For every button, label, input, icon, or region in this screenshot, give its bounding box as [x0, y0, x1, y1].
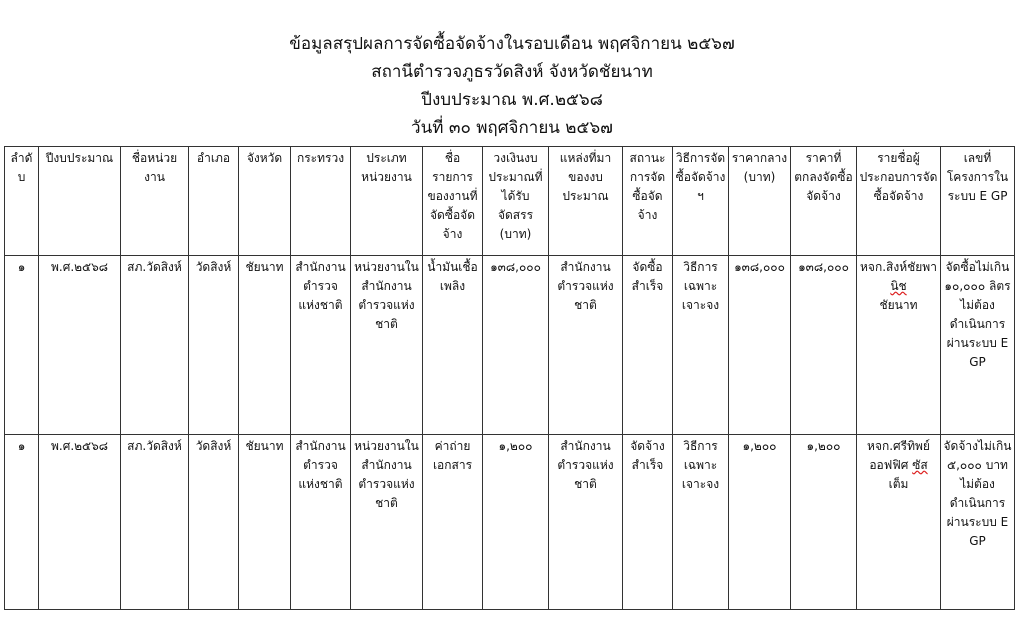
col-header-method: วิธีการจัดซื้อจัดจ้าง ฯ [673, 147, 729, 256]
doc-title: ข้อมูลสรุปผลการจัดซื้อจัดจ้างในรอบเดือน พฤศจิกายน ๒๕๖๗ [289, 34, 735, 54]
procurement-table [4, 146, 1015, 610]
cell-no: ๑ [5, 256, 39, 435]
vendor-name-flagged-part: นิช [890, 279, 907, 293]
col-header-province: จังหวัด [239, 147, 291, 256]
cell-method: วิธีการเฉพาะเจาะจง [673, 256, 729, 435]
cell-egp: จัดซื้อไม่เกิน ๑๐,๐๐๐ ลิตร ไม่ต้องดำเนินการผ่านระบบ E GP [941, 256, 1015, 435]
col-header-vendor: รายชื่อผู้ประกอบการจัดซื้อจัดจ้าง [857, 147, 941, 256]
col-header-agency: ชื่อหน่วยงาน [121, 147, 189, 256]
cell-status: จัดซื้อสำเร็จ [623, 256, 673, 435]
cell-ministry: สำนักงานตำรวจแห่งชาติ [291, 435, 351, 610]
cell-source: สำนักงานตำรวจแห่งชาติ [549, 256, 623, 435]
col-header-no: ลำดับ [5, 147, 39, 256]
fiscal-year: ปีงบประมาณ พ.ศ.๒๕๖๘ [421, 90, 603, 110]
cell-ministry: สำนักงานตำรวจแห่งชาติ [291, 256, 351, 435]
table-row [5, 256, 1015, 435]
cell-vendor [857, 435, 941, 610]
col-header-district: อำเภอ [189, 147, 239, 256]
cell-agency-type: หน่วยงานในสำนักงานตำรวจแห่งชาติ [351, 435, 423, 610]
cell-vendor [857, 256, 941, 435]
report-date: วันที่ ๓๐ พฤศจิกายน ๒๕๖๗ [411, 118, 613, 138]
cell-agency: สภ.วัดสิงห์ [121, 435, 189, 610]
cell-median-price: ๑,๒๐๐ [729, 435, 791, 610]
col-header-agency-type: ประเภทหน่วยงาน [351, 147, 423, 256]
vendor-name-flagged-part: ซัส [912, 458, 928, 472]
cell-no: ๑ [5, 435, 39, 610]
table-header-row [5, 147, 1015, 256]
cell-method: วิธีการเฉพาะเจาะจง [673, 435, 729, 610]
col-header-status: สถานะการจัดซื้อจัดจ้าง [623, 147, 673, 256]
cell-budget: ๑,๒๐๐ [483, 435, 549, 610]
col-header-egp: เลขที่โครงการในระบบ E GP [941, 147, 1015, 256]
vendor-name-part: หจก.ศรีทิพย์ออฟฟิศ [867, 439, 930, 472]
cell-item: น้ำมันเชื้อเพลิง [423, 256, 483, 435]
cell-agency: สภ.วัดสิงห์ [121, 256, 189, 435]
cell-agreed-price: ๑,๒๐๐ [791, 435, 857, 610]
station-name: สถานีตำรวจภูธรวัดสิงห์ จังหวัดชัยนาท [371, 62, 653, 82]
cell-year: พ.ศ.๒๕๖๘ [39, 256, 121, 435]
cell-agreed-price: ๑๓๘,๐๐๐ [791, 256, 857, 435]
col-header-source: แหล่งที่มาของงบประมาณ [549, 147, 623, 256]
col-header-budget: วงเงินงบประมาณที่ได้รับจัดสรร (บาท) [483, 147, 549, 256]
cell-district: วัดสิงห์ [189, 435, 239, 610]
cell-status: จัดจ้างสำเร็จ [623, 435, 673, 610]
cell-item: ค่าถ่ายเอกสาร [423, 435, 483, 610]
col-header-agreed-price: ราคาที่ตกลงจัดซื้อจัดจ้าง [791, 147, 857, 256]
col-header-year: ปีงบประมาณ [39, 147, 121, 256]
table-row [5, 435, 1015, 610]
cell-egp: จัดจ้างไม่เกิน ๕,๐๐๐ บาท ไม่ต้องดำเนินการผ่านระบบ E GP [941, 435, 1015, 610]
cell-budget: ๑๓๘,๐๐๐ [483, 256, 549, 435]
cell-province: ชัยนาท [239, 256, 291, 435]
cell-district: วัดสิงห์ [189, 256, 239, 435]
cell-province: ชัยนาท [239, 435, 291, 610]
col-header-item: ชื่อรายการของงานที่จัดซื้อจัดจ้าง [423, 147, 483, 256]
vendor-name-part: หจก.สิงห์ชัยพา [860, 260, 937, 274]
col-header-ministry: กระทรวง [291, 147, 351, 256]
vendor-name-suffix: เต็ม [888, 477, 909, 491]
col-header-median-price: ราคากลาง (บาท) [729, 147, 791, 256]
cell-median-price: ๑๓๘,๐๐๐ [729, 256, 791, 435]
document-header [0, 30, 1024, 142]
vendor-name-suffix: ชัยนาท [879, 298, 918, 312]
cell-year: พ.ศ.๒๕๖๘ [39, 435, 121, 610]
cell-agency-type: หน่วยงานในสำนักงานตำรวจแห่งชาติ [351, 256, 423, 435]
cell-source: สำนักงานตำรวจแห่งชาติ [549, 435, 623, 610]
